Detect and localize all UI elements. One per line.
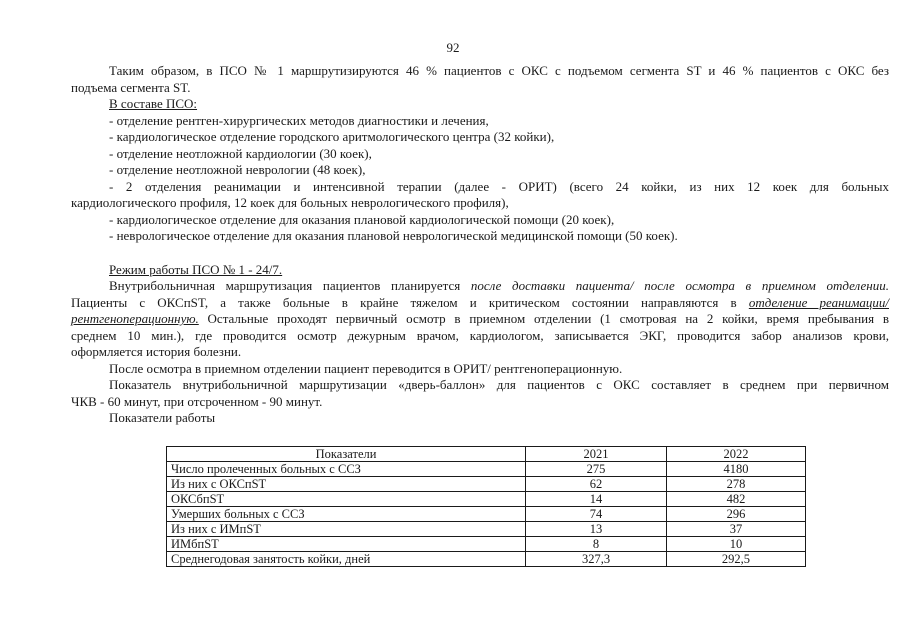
table-row (167, 477, 806, 492)
body-text (71, 63, 889, 427)
table-cell-2021: 62 (526, 477, 667, 492)
mode-p1-l1-a: Внутрибольничная маршрутизация пациентов планируется (109, 278, 471, 293)
table-cell-2021: 275 (526, 462, 667, 477)
table-cell-2022: 37 (666, 522, 805, 537)
mode-p3-line-2: ЧКВ - 60 минут, при отсроченном - 90 минут. (71, 393, 323, 409)
table-header-indicator: Показатели (167, 447, 526, 462)
table-cell-label: Умерших больных с ССЗ (167, 507, 526, 522)
table-cell-2022: 4180 (666, 462, 805, 477)
mode-p1-line-5: оформляется история болезни. (71, 344, 242, 359)
paragraph-gap (71, 245, 889, 262)
mode-p1-l2-a: Пациенты с ОКСпST, а также больные в крайне тяжелом и критическом состоянии направляются в (71, 294, 749, 310)
table-cell-label: ИМбпST (167, 537, 526, 552)
mode-heading (71, 262, 889, 279)
page-number: 92 (446, 40, 460, 55)
table-header-2022: 2022 (666, 447, 805, 462)
table-row (167, 537, 806, 552)
table-cell-2022: 292,5 (666, 552, 805, 567)
table-cell-2022: 296 (666, 507, 805, 522)
composition-item-1: - отделение рентген-хирургических методов диагностики и лечения, (109, 112, 489, 128)
table-cell-2022: 10 (666, 537, 805, 552)
intro-line-1: Таким образом, в ПСО № 1 маршрутизируются 46 % пациентов с ОКС с подъемом сегмента ST и 46 % пациентов с ОКС без (109, 63, 889, 78)
composition-item-3: - отделение неотложной кардиологии (30 коек), (109, 145, 372, 161)
composition-heading (71, 96, 889, 113)
mode-p3-line-1: Показатель внутрибольничной маршрутизации «дверь-баллон» для пациентов с ОКС составляет в среднем при первичном (109, 377, 889, 392)
table-cell-label: Из них с ОКСпST (167, 477, 526, 492)
table-row (167, 492, 806, 507)
table-cell-2021: 327,3 (526, 552, 667, 567)
mode-p1-l3-b: Остальные проходят первичный осмотр в приемном отделении (1 смотровая на 2 койки, время пребывания в (198, 311, 889, 326)
mode-p1-line-4: среднем 10 мин.), где проводится осмотр дежурным врачом, кардиологом, записывается ЭКГ, проводится забор анализов крови, (71, 327, 889, 343)
table-cell-label: ОКСбпST (167, 492, 526, 507)
table-cell-2021: 8 (526, 537, 667, 552)
mode-p4: Показатели работы (109, 410, 216, 425)
table-row (167, 552, 806, 567)
composition-heading-text: В составе ПСО: (109, 96, 198, 111)
table-cell-label: Число пролеченных больных с ССЗ (167, 462, 526, 477)
composition-item-6: - кардиологическое отделение для оказания плановой кардиологической помощи (20 коек), (109, 211, 615, 227)
mode-p2: После осмотра в приемном отделении пациент переводится в ОРИТ/ рентгеноперационную. (109, 360, 623, 376)
mode-heading-text: Режим работы ПСО № 1 - 24/7. (109, 261, 283, 277)
table-cell-label: Среднегодовая занятость койки, дней (167, 552, 526, 567)
indicators-table (166, 446, 806, 567)
composition-item-5-line-2: кардиологического профиля, 12 коек для больных неврологического профиля), (71, 195, 509, 210)
table-row (167, 507, 806, 522)
mode-p1-line-1 (71, 278, 889, 295)
table-cell-label: Из них с ИМпST (167, 522, 526, 537)
table-cell-2021: 14 (526, 492, 667, 507)
mode-p1-line-3 (71, 311, 889, 328)
mode-p1-l2-b: отделение реанимации/ (748, 294, 889, 310)
composition-item-5-line-1: - 2 отделения реанимации и интенсивной терапии (далее - ОРИТ) (всего 24 койки, из них 12 коек для больных (109, 178, 889, 194)
table-cell-2021: 74 (526, 507, 667, 522)
composition-item-2: - кардиологическое отделение городского аритмологического центра (32 койки), (109, 129, 555, 144)
composition-item-4: - отделение неотложной неврологии (48 коек), (109, 162, 366, 177)
composition-item-7: - неврологическое отделение для оказания плановой неврологической медицинской помощи (50 коек). (109, 228, 678, 243)
intro-line-2: подъема сегмента ST. (71, 79, 191, 95)
table-cell-2022: 482 (666, 492, 805, 507)
table-row (167, 462, 806, 477)
table-row (167, 522, 806, 537)
table-cell-2022: 278 (666, 477, 805, 492)
mode-p1-l1-b: после доставки пациента/ после осмотра в приемном отделении. (470, 278, 889, 293)
mode-p1-l3-a: рентгеноперационную. (71, 311, 199, 326)
mode-p1-line-2 (71, 295, 889, 312)
table-header-row (167, 447, 806, 462)
table-cell-2021: 13 (526, 522, 667, 537)
table-header-2021: 2021 (526, 447, 667, 462)
